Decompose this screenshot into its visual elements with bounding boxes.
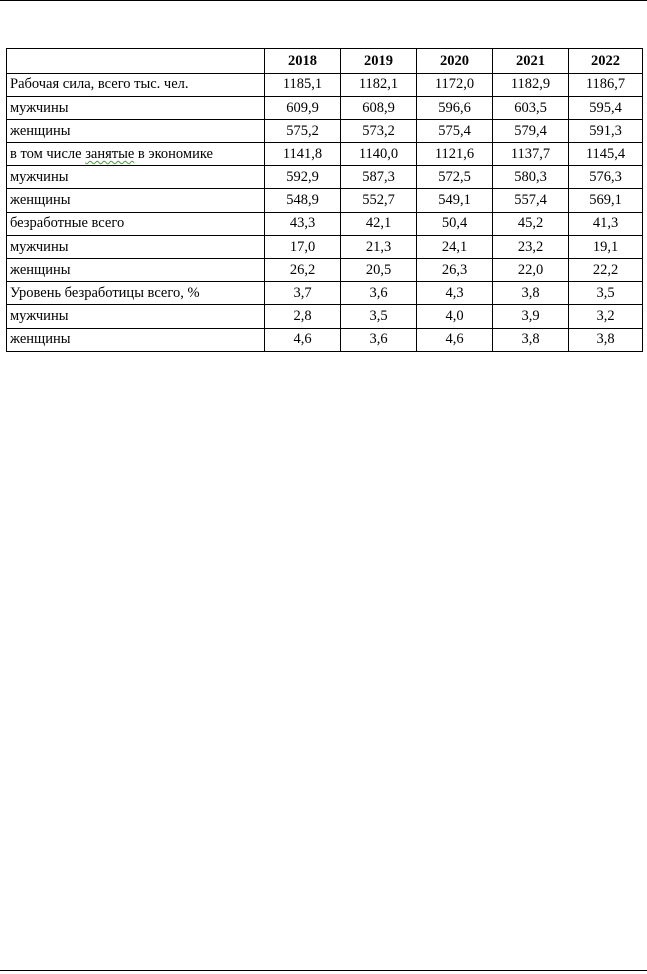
value-cell: 573,2 <box>341 119 417 142</box>
row-label: мужчины <box>7 96 265 119</box>
value-cell: 3,8 <box>493 328 569 351</box>
value-cell: 608,9 <box>341 96 417 119</box>
value-cell: 592,9 <box>265 166 341 189</box>
year-header: 2021 <box>493 49 569 74</box>
row-label: Уровень безработицы всего, % <box>7 282 265 305</box>
table-row <box>7 119 643 142</box>
value-cell: 42,1 <box>341 212 417 235</box>
value-cell: 43,3 <box>265 212 341 235</box>
value-cell: 576,3 <box>569 166 643 189</box>
labor-force-table <box>6 48 643 352</box>
page-top-border <box>0 0 647 1</box>
value-cell: 4,3 <box>417 282 493 305</box>
value-cell: 20,5 <box>341 259 417 282</box>
row-label: женщины <box>7 328 265 351</box>
row-label: женщины <box>7 119 265 142</box>
value-cell: 3,9 <box>493 305 569 328</box>
value-cell: 26,3 <box>417 259 493 282</box>
value-cell: 575,2 <box>265 119 341 142</box>
value-cell: 3,7 <box>265 282 341 305</box>
row-label: мужчины <box>7 305 265 328</box>
page-bottom-border <box>0 970 647 971</box>
header-empty-cell <box>7 49 265 74</box>
value-cell: 3,6 <box>341 328 417 351</box>
value-cell: 50,4 <box>417 212 493 235</box>
value-cell: 575,4 <box>417 119 493 142</box>
value-cell: 19,1 <box>569 235 643 258</box>
value-cell: 26,2 <box>265 259 341 282</box>
value-cell: 580,3 <box>493 166 569 189</box>
value-cell: 41,3 <box>569 212 643 235</box>
value-cell: 4,6 <box>265 328 341 351</box>
value-cell: 1141,8 <box>265 143 341 166</box>
row-label: безработные всего <box>7 212 265 235</box>
row-label <box>7 143 265 166</box>
value-cell: 22,2 <box>569 259 643 282</box>
row-label: мужчины <box>7 166 265 189</box>
row-label: Рабочая сила, всего тыс. чел. <box>7 73 265 96</box>
table-row <box>7 235 643 258</box>
table-row <box>7 305 643 328</box>
value-cell: 22,0 <box>493 259 569 282</box>
value-cell: 1121,6 <box>417 143 493 166</box>
value-cell: 2,8 <box>265 305 341 328</box>
value-cell: 595,4 <box>569 96 643 119</box>
value-cell: 1140,0 <box>341 143 417 166</box>
value-cell: 609,9 <box>265 96 341 119</box>
spellcheck-flagged-word: занятые <box>85 145 135 162</box>
table-row <box>7 73 643 96</box>
value-cell: 569,1 <box>569 189 643 212</box>
value-cell: 557,4 <box>493 189 569 212</box>
value-cell: 3,6 <box>341 282 417 305</box>
table-row <box>7 328 643 351</box>
value-cell: 3,8 <box>493 282 569 305</box>
table-header-row <box>7 49 643 74</box>
row-label-suffix: в экономике <box>134 145 213 162</box>
value-cell: 3,5 <box>341 305 417 328</box>
value-cell: 1137,7 <box>493 143 569 166</box>
value-cell: 3,8 <box>569 328 643 351</box>
value-cell: 1182,1 <box>341 73 417 96</box>
year-header: 2018 <box>265 49 341 74</box>
table-row <box>7 212 643 235</box>
value-cell: 591,3 <box>569 119 643 142</box>
value-cell: 548,9 <box>265 189 341 212</box>
row-label-prefix: в том числе <box>10 145 86 162</box>
row-label: женщины <box>7 259 265 282</box>
value-cell: 3,5 <box>569 282 643 305</box>
table-row <box>7 259 643 282</box>
value-cell: 21,3 <box>341 235 417 258</box>
table-row <box>7 282 643 305</box>
value-cell: 1185,1 <box>265 73 341 96</box>
value-cell: 603,5 <box>493 96 569 119</box>
table-row <box>7 189 643 212</box>
value-cell: 1172,0 <box>417 73 493 96</box>
table-row <box>7 143 643 166</box>
value-cell: 23,2 <box>493 235 569 258</box>
value-cell: 1186,7 <box>569 73 643 96</box>
year-header: 2020 <box>417 49 493 74</box>
value-cell: 4,6 <box>417 328 493 351</box>
value-cell: 572,5 <box>417 166 493 189</box>
table-row <box>7 96 643 119</box>
value-cell: 579,4 <box>493 119 569 142</box>
value-cell: 1182,9 <box>493 73 569 96</box>
value-cell: 587,3 <box>341 166 417 189</box>
year-header: 2022 <box>569 49 643 74</box>
row-label: женщины <box>7 189 265 212</box>
value-cell: 24,1 <box>417 235 493 258</box>
value-cell: 552,7 <box>341 189 417 212</box>
value-cell: 1145,4 <box>569 143 643 166</box>
value-cell: 45,2 <box>493 212 569 235</box>
table-row <box>7 166 643 189</box>
value-cell: 596,6 <box>417 96 493 119</box>
value-cell: 17,0 <box>265 235 341 258</box>
value-cell: 549,1 <box>417 189 493 212</box>
year-header: 2019 <box>341 49 417 74</box>
row-label: мужчины <box>7 235 265 258</box>
value-cell: 3,2 <box>569 305 643 328</box>
value-cell: 4,0 <box>417 305 493 328</box>
